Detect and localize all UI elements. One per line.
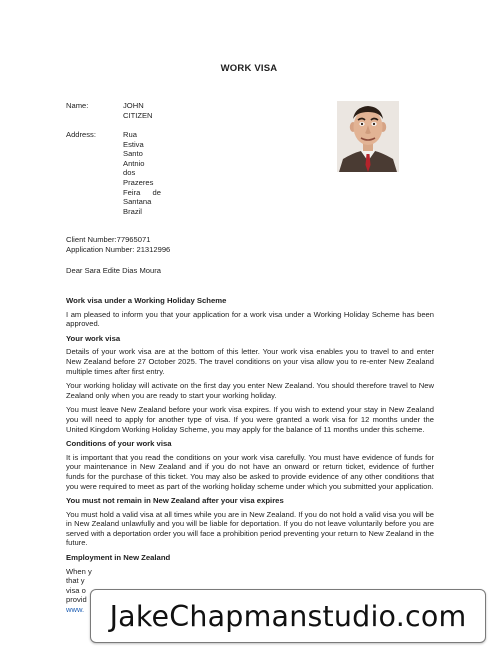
section-heading: Your work visa	[66, 333, 121, 343]
address-line: dos	[123, 168, 136, 178]
address-line: Santo	[123, 149, 143, 159]
letter-body	[66, 296, 434, 615]
watermark-banner: JakeChapmanstudio.com	[90, 589, 486, 643]
paragraph: It is important that you read the conditions on your work visa carefully. You must have evidence of funds for your maintenance in New Zealand and if you do not have an onward or return ticket, evidence of further funds for the purchase of this ticket. You may also be asked to provide evidence of any other conditions that you were required to meet as part of the working holiday scheme under which you submitted your application.	[66, 452, 434, 491]
address-line: Antnio	[123, 158, 145, 168]
paragraph: Your working holiday will activate on the first day you enter New Zealand. You should therefore travel to New Zealand only when you are ready to start your working holiday.	[66, 381, 434, 400]
address-word: de	[152, 187, 161, 197]
application-number: Application Number: 21312996	[66, 245, 171, 254]
salutation: Dear Sara Edite Dias Moura	[66, 266, 161, 275]
paragraph: You must leave New Zealand before your work visa expires. If you wish to extend your stay in New Zealand you will need to apply for another type of visa. If you were granted a work visa for 12 months under the United Kingdom Working Holiday Scheme, you may apply for the balance of 11 months under this scheme.	[66, 405, 434, 434]
text-fragment: that y	[66, 576, 85, 586]
paragraph: You must hold a valid visa at all times while you are in New Zealand. If you do not hold a valid visa you will be in New Zealand unlawfully and you will be liable for deportation. If you do not leave voluntarily before you are served with a deportation order you will face a prohibition period preventing your return to New Zealand in the future.	[66, 509, 434, 548]
section-heading: Conditions of your work visa	[66, 439, 172, 449]
address-line: Prazeres	[123, 177, 154, 187]
address-value	[123, 130, 161, 216]
address-line: Rua	[123, 130, 137, 139]
section-heading: You must not remain in New Zealand after your visa expires	[66, 496, 284, 506]
paragraph: Details of your work visa are at the bottom of this letter. Your work visa enables you to travel to and enter New Zealand before 27 October 2025. The travel conditions on your visa allow you to re-enter New Zealand multiple times after first entry.	[66, 347, 434, 376]
address-label: Address:	[66, 130, 96, 139]
paragraph: I am pleased to inform you that your application for a work visa under a Working Holiday Scheme has been approved.	[66, 309, 434, 329]
name-label: Name:	[66, 101, 89, 110]
text-fragment: When y	[66, 566, 92, 576]
applicant-photo	[337, 101, 399, 172]
link-fragment[interactable]: www.	[66, 605, 85, 615]
name-line: CITIZEN	[123, 110, 153, 120]
address-line	[123, 188, 161, 198]
address-line: Santana	[123, 197, 152, 207]
text-fragment: visa o	[66, 585, 86, 595]
applicant-portrait-image	[337, 101, 399, 172]
text-fragment: provid	[66, 595, 87, 605]
address-line: Brazil	[123, 206, 142, 216]
name-line: JOHN	[123, 101, 144, 110]
name-value	[123, 101, 153, 120]
section-heading: Work visa under a Working Holiday Scheme	[66, 296, 227, 305]
document-title: WORK VISA	[220, 63, 278, 74]
section-heading: Employment in New Zealand	[66, 553, 171, 563]
client-number: Client Number:77965071	[66, 235, 151, 244]
address-line: Estiva	[123, 139, 144, 149]
address-word: Feira	[123, 187, 141, 197]
